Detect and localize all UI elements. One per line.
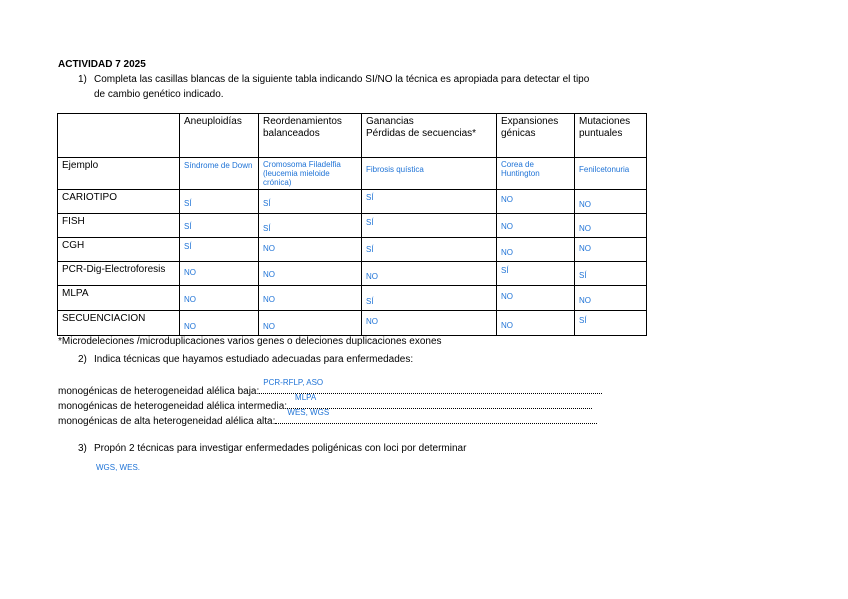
cell-cariotipo-expansiones: NO [497, 190, 575, 214]
header-reordenamientos [259, 114, 362, 158]
header-expansiones-line-1: Expansiones [501, 116, 559, 127]
row-label-secuenciacion: SECUENCIACION [58, 311, 180, 336]
techniques-table [57, 113, 647, 336]
cell-cgh-aneuploidias: SÍ [180, 238, 259, 262]
table-row-example [58, 158, 647, 190]
row-label-cariotipo: CARIOTIPO [58, 190, 180, 214]
table-row [58, 311, 647, 336]
question-2-text: Indica técnicas que hayamos estudiado adecuadas para enfermedades: [94, 354, 414, 365]
row-label-cgh: CGH [58, 238, 180, 262]
header-expansiones-line-2: génicas [501, 128, 536, 139]
cell-mlpa-reordenamientos: NO [259, 286, 362, 311]
answer-line-alta [58, 408, 597, 427]
example-expansiones: Corea de Huntington [497, 158, 575, 190]
cell-cgh-reordenamientos: NO [259, 238, 362, 262]
cell-secuenciacion-mutaciones: SÍ [575, 311, 647, 336]
question-3-text: Propón 2 técnicas para investigar enfermedades poligénicas con loci por determinar [94, 443, 467, 454]
table-row [58, 214, 647, 238]
dotted-answer-intermedia [287, 393, 592, 409]
cell-cariotipo-ganancias: SÍ [362, 190, 497, 214]
question-1-line-1: Completa las casillas blancas de la siguiente tabla indicando SI/NO la técnica es apropiada para detectar el tipo [94, 74, 590, 85]
question-1-number: 1) [78, 74, 87, 85]
cell-cgh-ganancias: SÍ [362, 238, 497, 262]
row-label-fish: FISH [58, 214, 180, 238]
example-ganancias: Fibrosis quística [362, 158, 497, 190]
header-reordenamientos-line-2: balanceados [263, 128, 320, 139]
table-row [58, 286, 647, 311]
label-intermedia: monogénicas de heterogeneidad alélica intermedia: [58, 401, 288, 412]
label-alta: monogénicas de alta heterogeneidad alélica alta: [58, 416, 276, 427]
cell-fish-reordenamientos: SÍ [259, 214, 362, 238]
answer-question-3: WGS, WES. [96, 463, 140, 472]
header-mutaciones [575, 114, 647, 158]
header-mutaciones-line-1: Mutaciones [579, 116, 631, 127]
cell-cgh-mutaciones: NO [575, 238, 647, 262]
header-empty-cell [58, 114, 180, 158]
question-1-line-2: de cambio genético indicado. [94, 89, 224, 100]
header-ganancias [362, 114, 497, 158]
row-label-pcr: PCR-Dig-Electroforesis [58, 262, 180, 286]
answer-line-baja [58, 378, 602, 397]
cell-fish-mutaciones: NO [575, 214, 647, 238]
cell-mlpa-ganancias: SÍ [362, 286, 497, 311]
cell-mlpa-aneuploidias: NO [180, 286, 259, 311]
question-3-number: 3) [78, 443, 87, 454]
cell-secuenciacion-expansiones: NO [497, 311, 575, 336]
cell-pcr-reordenamientos: NO [259, 262, 362, 286]
cell-fish-expansiones: NO [497, 214, 575, 238]
answer-alta: WES, WGS [287, 408, 330, 417]
cell-secuenciacion-ganancias: NO [362, 311, 497, 336]
cell-pcr-mutaciones: SÍ [575, 262, 647, 286]
cell-cgh-expansiones: NO [497, 238, 575, 262]
table-row [58, 190, 647, 214]
cell-cariotipo-reordenamientos: SÍ [259, 190, 362, 214]
header-reordenamientos-line-1: Reordenamientos [263, 116, 342, 127]
cell-secuenciacion-reordenamientos: NO [259, 311, 362, 336]
cell-cariotipo-mutaciones: NO [575, 190, 647, 214]
cell-fish-ganancias: SÍ [362, 214, 497, 238]
example-mutaciones: Fenilcetonuria [575, 158, 647, 190]
table-row [58, 238, 647, 262]
example-aneuploidias: Síndrome de Down [180, 158, 259, 190]
header-expansiones [497, 114, 575, 158]
row-label-mlpa: MLPA [58, 286, 180, 311]
cell-pcr-expansiones: SÍ [497, 262, 575, 286]
cell-pcr-aneuploidias: NO [180, 262, 259, 286]
header-ganancias-line-1: Ganancias [366, 116, 414, 127]
header-ganancias-line-2: Pérdidas de secuencias* [366, 128, 477, 139]
cell-secuenciacion-aneuploidias: NO [180, 311, 259, 336]
question-2-number: 2) [78, 354, 87, 365]
dotted-answer-alta [275, 408, 597, 424]
header-mutaciones-line-2: puntuales [579, 128, 623, 139]
header-aneuploidias: Aneuploidías [180, 114, 259, 158]
cell-mlpa-expansiones: NO [497, 286, 575, 311]
answer-intermedia: MLPA [295, 393, 317, 402]
cell-pcr-ganancias: NO [362, 262, 497, 286]
cell-cariotipo-aneuploidias: SÍ [180, 190, 259, 214]
cell-mlpa-mutaciones: NO [575, 286, 647, 311]
row-label-ejemplo: Ejemplo [58, 158, 180, 190]
label-baja: monogénicas de heterogeneidad alélica baja: [58, 386, 260, 397]
page-title: ACTIVIDAD 7 2025 [58, 59, 146, 70]
answer-baja: PCR-RFLP, ASO [263, 378, 324, 387]
footnote: *Microdeleciones /microduplicaciones varios genes o deleciones duplicaciones exones [58, 336, 442, 347]
table-header-row [58, 114, 647, 158]
cell-fish-aneuploidias: SÍ [180, 214, 259, 238]
example-reordenamientos: Cromosoma Filadelfia (leucemia mieloide crónica) [259, 158, 362, 190]
table-row [58, 262, 647, 286]
